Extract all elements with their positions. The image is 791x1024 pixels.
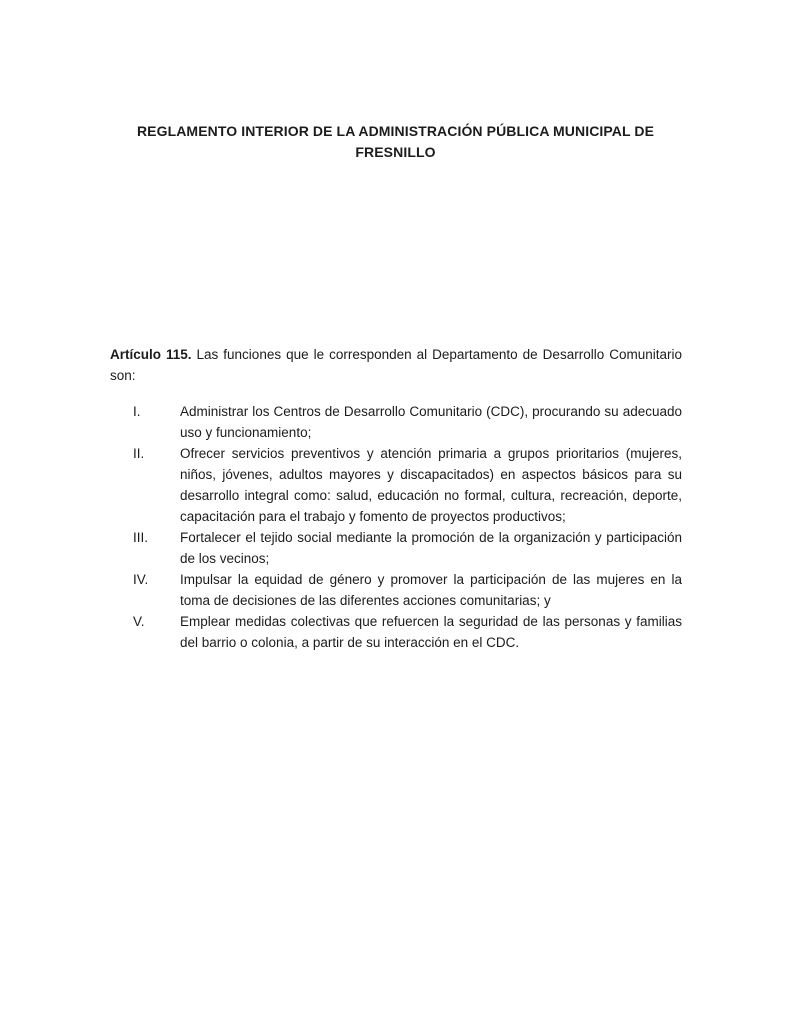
list-item xyxy=(110,401,682,443)
article-number-label: Artículo 115. xyxy=(110,347,192,362)
article-intro-paragraph xyxy=(110,344,682,386)
list-item xyxy=(110,443,682,527)
list-item-numeral: V. xyxy=(133,614,145,629)
list-item-numeral: III. xyxy=(133,530,149,545)
list-item-text: Administrar los Centros de Desarrollo Comunitario (CDC), procurando su adecuado uso y funcionamiento; xyxy=(180,404,682,440)
list-item-numeral: IV. xyxy=(133,572,149,587)
list-item-numeral: II. xyxy=(133,446,145,461)
article-intro-text: Las funciones que le corresponden al Departamento de Desarrollo Comunitario son: xyxy=(110,347,682,383)
document-title: REGLAMENTO INTERIOR DE LA ADMINISTRACIÓN PÚBLICA MUNICIPAL DE FRESNILLO xyxy=(136,123,655,160)
article-section xyxy=(110,344,682,653)
list-item-text: Impulsar la equidad de género y promover la participación de las mujeres en la toma de decisiones de las diferentes acciones comunitarias; y xyxy=(180,572,682,608)
list-item-text: Fortalecer el tejido social mediante la promoción de la organización y participación de los vecinos; xyxy=(180,530,682,566)
article-item-list xyxy=(110,401,682,653)
list-item xyxy=(110,611,682,653)
list-item-text: Emplear medidas colectivas que refuercen la seguridad de las personas y familias del barrio o colonia, a partir de su interacción en el CDC. xyxy=(180,614,682,650)
list-item xyxy=(110,569,682,611)
list-item-text: Ofrecer servicios preventivos y atención primaria a grupos prioritarios (mujeres, niños, jóvenes, adultos mayores y discapacitados) en aspectos básicos para su desarrollo integral como: salud, educación no formal, cultura, recreación, deporte, capacitación para el trabajo y fomento de proyectos productivos; xyxy=(180,446,682,524)
list-item xyxy=(110,527,682,569)
list-item-numeral: I. xyxy=(133,404,141,419)
